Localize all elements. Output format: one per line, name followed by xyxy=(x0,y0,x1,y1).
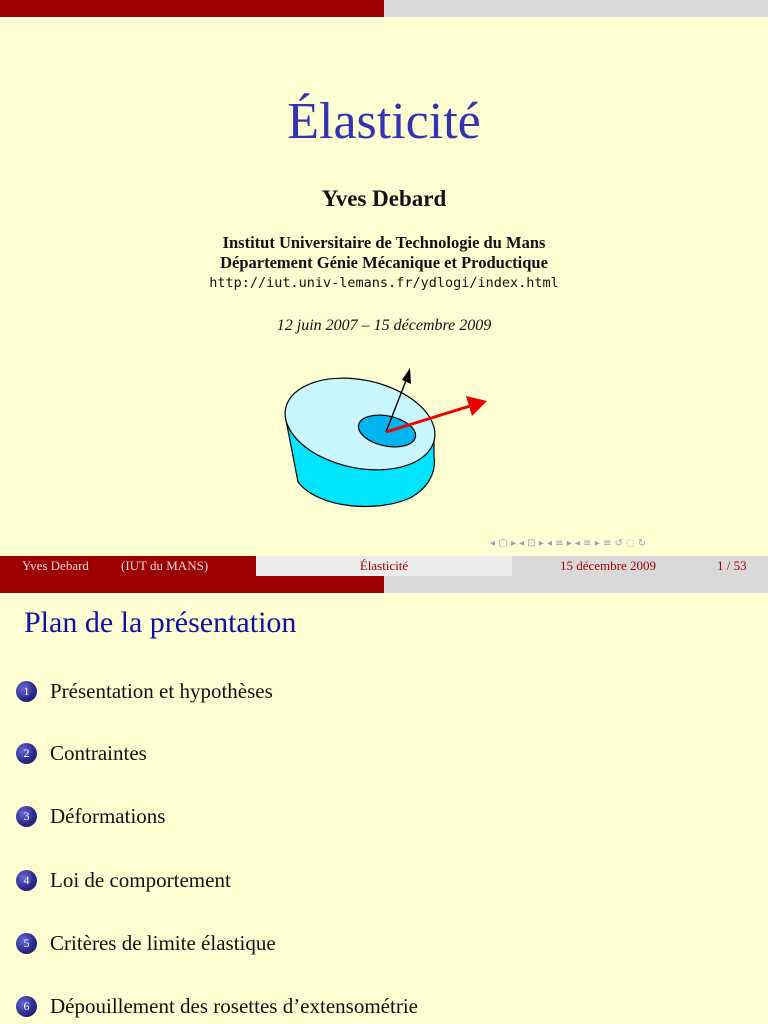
toc-number-ball-icon: 5 xyxy=(16,933,37,954)
stress-vector-arrowhead xyxy=(466,396,487,416)
header-bar xyxy=(0,0,768,17)
footer-author-box xyxy=(0,556,256,576)
slide-footer xyxy=(0,556,768,576)
header-bar-grey xyxy=(384,576,768,593)
toc-item-4[interactable] xyxy=(16,866,231,894)
toc-number-ball-icon: 1 xyxy=(16,681,37,702)
beamer-navigation-symbols[interactable]: ◂ ▢ ▸ ◂ ⊡ ▸ ◂ ≡ ▸ ◂ ≡ ▸ ≡ ↺ ◌ ↻ xyxy=(490,538,647,549)
elastic-solid-cylinder-with-vectors-icon xyxy=(280,360,500,520)
outline-title: Plan de la présentation xyxy=(24,606,297,639)
presentation-title: Élasticité xyxy=(287,93,481,150)
header-bar-red xyxy=(0,0,384,17)
toc-item-label: Loi de comportement xyxy=(50,867,231,892)
toc-item-2[interactable] xyxy=(16,739,147,767)
toc-number-ball-icon: 6 xyxy=(16,996,37,1017)
presentation-date: 12 juin 2007 – 15 décembre 2009 xyxy=(276,317,492,334)
institute-url[interactable]: http://iut.univ-lemans.fr/ydlogi/index.html xyxy=(209,275,559,291)
toc-item-label: Contraintes xyxy=(50,740,147,765)
footer-author: Yves Debard xyxy=(22,558,89,573)
toc-item-6[interactable] xyxy=(16,992,418,1020)
footer-institution: (IUT du MANS) xyxy=(121,558,209,573)
toc-item-label: Présentation et hypothèses xyxy=(50,678,273,703)
outline-slide xyxy=(0,576,768,1024)
toc-item-3[interactable] xyxy=(16,802,165,830)
normal-vector-arrowhead xyxy=(402,368,411,384)
footer-title-box xyxy=(256,556,512,576)
toc-number-ball-icon: 2 xyxy=(16,743,37,764)
institute-line-2: Département Génie Mécanique et Productique xyxy=(220,253,548,272)
footer-title: Élasticité xyxy=(359,558,409,573)
toc-item-label: Dépouillement des rosettes d’extensométrie xyxy=(50,993,418,1018)
header-bar xyxy=(0,576,768,593)
toc-item-5[interactable] xyxy=(16,929,276,957)
header-bar-grey xyxy=(384,0,768,17)
toc-item-1[interactable] xyxy=(16,677,273,705)
author-name: Yves Debard xyxy=(321,186,447,211)
header-bar-red xyxy=(0,576,384,593)
institute-line-1: Institut Universitaire de Technologie du Mans xyxy=(222,233,546,252)
footer-date: 15 décembre 2009 xyxy=(560,558,657,573)
footer-page-number: 1 / 53 xyxy=(717,558,747,573)
toc-item-label: Déformations xyxy=(50,803,166,828)
toc-item-label: Critères de limite élastique xyxy=(50,930,276,955)
toc-number-ball-icon: 4 xyxy=(16,870,37,891)
footer-date-box xyxy=(512,556,768,576)
toc-number-ball-icon: 3 xyxy=(16,806,37,827)
